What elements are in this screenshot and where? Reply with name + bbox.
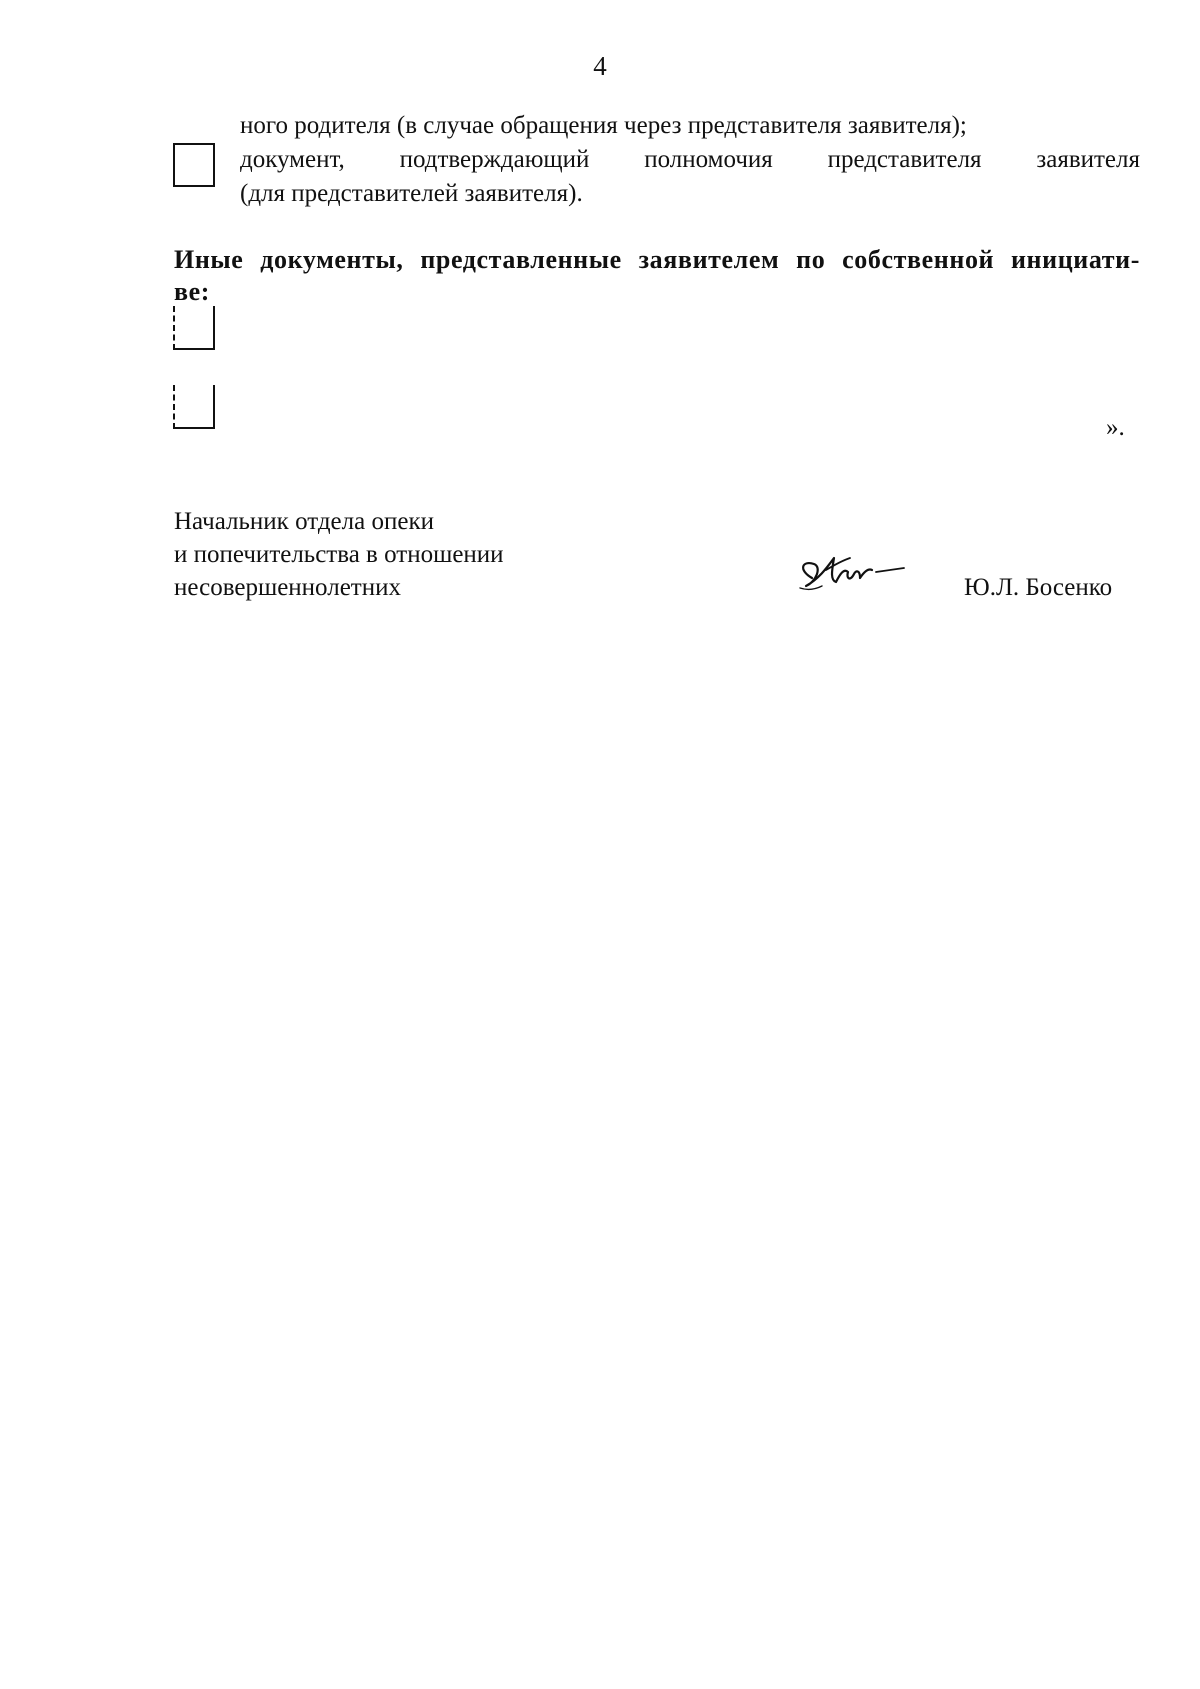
closing-quote: ». bbox=[1106, 414, 1125, 441]
other-documents-heading-line1: Иные документы, представленные заявителем по собственной инициати- bbox=[174, 245, 1140, 274]
handwritten-signature bbox=[792, 548, 912, 602]
checkbox-other-document-1[interactable] bbox=[173, 306, 215, 350]
page-number: 4 bbox=[593, 51, 607, 81]
signer-position-line2: и попечительства в отношении bbox=[174, 541, 504, 568]
authority-document-text-line1: документ, подтверждающий полномочия представителя заявителя bbox=[240, 146, 1140, 173]
signer-name: Ю.Л. Босенко bbox=[964, 574, 1113, 601]
list-continuation-text: ного родителя (в случае обращения через представителя заявителя); bbox=[240, 112, 967, 139]
signer-position-line3: несовершеннолетних bbox=[174, 574, 401, 601]
checkbox-authority-document[interactable] bbox=[173, 143, 215, 187]
signer-position-line1: Начальник отдела опеки bbox=[174, 508, 434, 535]
other-documents-heading-line2: ве: bbox=[174, 277, 211, 306]
checkbox-other-document-2[interactable] bbox=[173, 385, 215, 429]
authority-document-text-line2: (для представителей заявителя). bbox=[240, 180, 583, 207]
